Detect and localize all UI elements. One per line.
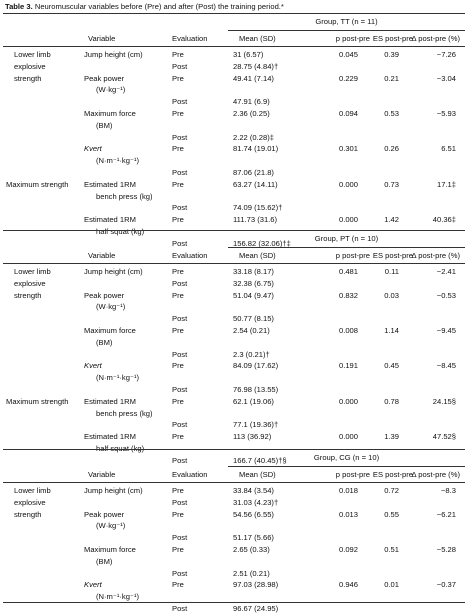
- row-delta: −7.26: [436, 50, 456, 59]
- row-evaluation: Pre: [172, 109, 184, 118]
- row-evaluation: Post: [172, 238, 188, 248]
- column-header-mean-sd: Mean (SD): [239, 470, 276, 479]
- row-variable-italic: Kvert: [84, 144, 102, 154]
- row-effect-size: 0.53: [384, 109, 399, 118]
- row-variable: (W·kg⁻¹): [96, 85, 126, 95]
- row-mean-sd: 2.54 (0.21): [233, 326, 270, 335]
- row-effect-size: 0.72: [384, 486, 399, 495]
- row-effect-size: 0.03: [384, 290, 399, 300]
- row-mean-sd: 87.06 (21.8): [233, 168, 274, 177]
- row-evaluation: Post: [172, 278, 188, 288]
- row-effect-size: 0.78: [384, 396, 399, 406]
- row-mean-sd: 76.98 (13.55): [233, 385, 279, 394]
- column-header-evaluation: Evaluation: [172, 251, 208, 260]
- row-p-value: 0.045: [338, 50, 358, 59]
- row-p-value: 0.000: [338, 396, 358, 406]
- row-effect-size: 0.11: [384, 267, 399, 276]
- row-evaluation: Post: [172, 385, 188, 394]
- row-p-value: 0.000: [338, 215, 358, 225]
- row-category: strength: [14, 509, 42, 519]
- column-header-delta: Δ post-pre (%): [411, 470, 460, 479]
- row-variable: bench press (kg): [96, 408, 153, 418]
- row-evaluation: Post: [172, 349, 188, 359]
- row-mean-sd: 51.17 (5.66): [233, 533, 274, 543]
- row-variable: Estimated 1RM: [84, 432, 136, 442]
- row-category: Maximum strength: [6, 396, 69, 406]
- row-mean-sd: 84.09 (17.62): [233, 361, 279, 371]
- row-variable: (W·kg⁻¹): [96, 302, 126, 312]
- column-header-es: ES post-pre: [372, 470, 413, 479]
- column-header-evaluation: Evaluation: [172, 34, 208, 43]
- row-p-value: 0.301: [338, 144, 358, 154]
- table-title-text: Neuromuscular variables before (Pre) and after (Post) the training period.*: [32, 2, 284, 11]
- row-mean-sd: 156.82 (32.06)†‡: [233, 238, 291, 248]
- row-delta: −5.28: [436, 545, 456, 554]
- row-p-value: 0.018: [338, 486, 358, 495]
- row-variable: Maximum force: [84, 545, 136, 554]
- row-mean-sd: 63.27 (14.11): [233, 179, 278, 189]
- row-mean-sd: 31 (6.57): [233, 50, 264, 59]
- row-variable: bench press (kg): [96, 191, 153, 201]
- row-variable: [84, 361, 102, 370]
- row-evaluation: Pre: [172, 432, 184, 442]
- row-mean-sd: 50.77 (8.15): [233, 314, 274, 324]
- row-effect-size: 1.42: [384, 215, 399, 225]
- row-effect-size: 0.26: [384, 144, 399, 154]
- row-variable: (N·m⁻¹·kg⁻¹): [96, 592, 140, 602]
- row-evaluation: Post: [172, 168, 188, 177]
- row-p-value: 0.832: [338, 290, 358, 300]
- row-category: Lower limb: [14, 50, 51, 59]
- row-mean-sd: 62.1 (19.06): [233, 396, 274, 406]
- column-header-rule: [3, 482, 465, 483]
- row-mean-sd: 2.65 (0.33): [233, 545, 270, 554]
- row-delta: −9.45: [436, 326, 456, 335]
- column-header-p: p post-pre: [335, 470, 370, 479]
- row-p-value: 0.094: [338, 109, 358, 118]
- row-effect-size: 0.51: [384, 545, 399, 554]
- row-mean-sd: 33.18 (8.17): [233, 267, 274, 276]
- group-header: Group, TT (n = 11): [315, 17, 378, 26]
- row-delta: 24.15§: [432, 396, 456, 406]
- row-variable-italic: Kvert: [84, 580, 102, 590]
- row-evaluation: Pre: [172, 215, 184, 225]
- row-effect-size: 1.14: [384, 326, 399, 335]
- row-evaluation: Pre: [172, 361, 184, 371]
- row-mean-sd: 33.84 (3.54): [233, 486, 274, 495]
- row-effect-size: 0.21: [384, 73, 399, 83]
- row-variable: Jump height (cm): [84, 486, 143, 495]
- row-effect-size: 1.39: [384, 432, 399, 442]
- row-mean-sd: 28.75 (4.84)†: [233, 61, 279, 71]
- row-evaluation: Post: [172, 132, 188, 142]
- column-header-evaluation: Evaluation: [172, 470, 208, 479]
- row-variable: Peak power: [84, 509, 125, 519]
- row-variable-italic: Kvert: [84, 361, 102, 371]
- row-category: Maximum strength: [6, 179, 69, 189]
- table-title-label: Table 3.: [5, 2, 33, 11]
- row-variable: Peak power: [84, 73, 125, 83]
- row-variable: half squat (kg): [96, 444, 145, 453]
- row-delta: 6.51: [441, 144, 456, 154]
- row-evaluation: Pre: [172, 50, 184, 59]
- row-category: strength: [14, 290, 42, 300]
- row-evaluation: Post: [172, 497, 188, 507]
- row-evaluation: Pre: [172, 267, 184, 276]
- row-variable: Estimated 1RM: [84, 396, 136, 406]
- row-evaluation: Pre: [172, 396, 184, 406]
- group-header-rule: [228, 247, 465, 248]
- row-mean-sd: 2.3 (0.21)†: [233, 349, 270, 359]
- row-evaluation: Post: [172, 568, 188, 578]
- row-delta: −0.53: [436, 290, 456, 300]
- row-mean-sd: 166.7 (40.45)†§: [233, 455, 287, 465]
- row-p-value: 0.229: [338, 73, 358, 83]
- row-variable: (N·m⁻¹·kg⁻¹): [96, 373, 140, 383]
- row-evaluation: Post: [172, 455, 188, 465]
- row-category: Lower limb: [14, 486, 51, 495]
- group-header: Group, CG (n = 10): [313, 453, 380, 462]
- row-mean-sd: 51.04 (9.47): [233, 290, 274, 300]
- section-top-rule: [3, 13, 465, 14]
- table-bottom-rule: [3, 602, 465, 603]
- row-delta: 17.1‡: [436, 179, 456, 189]
- column-header-p: p post-pre: [335, 34, 370, 43]
- row-variable: (BM): [96, 556, 113, 566]
- row-evaluation: Pre: [172, 326, 184, 335]
- row-variable: (BM): [96, 120, 113, 130]
- row-delta: −5.93: [436, 109, 456, 118]
- section-top-rule: [3, 449, 465, 450]
- section-top-rule: [3, 230, 465, 231]
- row-evaluation: Pre: [172, 290, 184, 300]
- row-variable: Maximum force: [84, 326, 136, 335]
- row-evaluation: Post: [172, 61, 188, 71]
- column-header-variable: Variable: [88, 34, 116, 43]
- row-p-value: 0.008: [338, 326, 358, 335]
- column-header-rule: [3, 263, 465, 264]
- row-mean-sd: 2.36 (0.25): [233, 109, 270, 118]
- row-evaluation: Pre: [172, 73, 184, 83]
- row-effect-size: 0.39: [384, 50, 399, 59]
- row-category: explosive: [14, 497, 46, 507]
- row-delta: −6.21: [436, 509, 456, 519]
- row-mean-sd: 111.73 (31.6): [233, 215, 278, 225]
- row-category: strength: [14, 73, 42, 83]
- row-mean-sd: 32.38 (6.75): [233, 278, 274, 288]
- row-p-value: 0.481: [338, 267, 358, 276]
- row-p-value: 0.000: [338, 432, 358, 442]
- row-variable: Estimated 1RM: [84, 179, 136, 189]
- column-header-mean-sd: Mean (SD): [239, 34, 276, 43]
- row-category: explosive: [14, 61, 46, 71]
- row-delta: −2.41: [436, 267, 456, 276]
- row-effect-size: 0.01: [384, 580, 399, 590]
- column-header-es: ES post-pre: [372, 251, 413, 260]
- column-header-rule: [3, 46, 465, 47]
- column-header-mean-sd: Mean (SD): [239, 251, 276, 260]
- row-p-value: 0.191: [338, 361, 358, 371]
- row-delta: −3.04: [436, 73, 456, 83]
- row-evaluation: Pre: [172, 509, 184, 519]
- row-evaluation: Pre: [172, 486, 184, 495]
- row-mean-sd: 2.51 (0.21): [233, 568, 270, 578]
- row-variable: (N·m⁻¹·kg⁻¹): [96, 156, 140, 166]
- column-header-p: p post-pre: [335, 251, 370, 260]
- row-mean-sd: 31.03 (4.23)†: [233, 497, 279, 507]
- column-header-variable: Variable: [88, 251, 116, 260]
- row-mean-sd: 77.1 (19.36)†: [233, 420, 279, 430]
- row-delta: 47.52§: [432, 432, 456, 442]
- row-delta: 40.36‡: [432, 215, 456, 225]
- row-evaluation: Pre: [172, 179, 184, 189]
- row-mean-sd: 81.74 (19.01): [233, 144, 279, 154]
- row-effect-size: 0.73: [384, 179, 399, 189]
- row-variable: Peak power: [84, 290, 125, 300]
- row-effect-size: 0.55: [384, 509, 399, 519]
- row-mean-sd: 49.41 (7.14): [233, 73, 274, 83]
- table-title: [5, 2, 284, 11]
- row-p-value: 0.092: [338, 545, 358, 554]
- row-category: explosive: [14, 278, 46, 288]
- column-header-delta: Δ post-pre (%): [411, 34, 460, 43]
- row-delta: −8.45: [436, 361, 456, 371]
- row-mean-sd: 47.91 (6.9): [233, 97, 270, 107]
- row-variable: [84, 144, 102, 153]
- row-evaluation: Post: [172, 604, 188, 613]
- row-evaluation: Pre: [172, 545, 184, 554]
- row-mean-sd: 113 (36.92): [233, 432, 272, 442]
- row-evaluation: Post: [172, 97, 188, 107]
- row-variable: Maximum force: [84, 109, 136, 118]
- row-p-value: 0.946: [338, 580, 358, 590]
- row-evaluation: Pre: [172, 144, 184, 154]
- row-evaluation: Post: [172, 203, 188, 213]
- row-variable: (BM): [96, 337, 113, 347]
- row-mean-sd: 74.09 (15.62)†: [233, 203, 283, 213]
- row-mean-sd: 97.03 (28.98): [233, 580, 279, 590]
- group-header-rule: [228, 30, 465, 31]
- row-p-value: 0.013: [338, 509, 358, 519]
- row-delta: −0.37: [436, 580, 456, 590]
- row-category: Lower limb: [14, 267, 51, 276]
- column-header-es: ES post-pre: [372, 34, 413, 43]
- row-p-value: 0.000: [338, 179, 358, 189]
- row-mean-sd: 2.22 (0.28)‡: [233, 132, 274, 142]
- row-variable: Jump height (cm): [84, 267, 143, 276]
- row-evaluation: Pre: [172, 580, 184, 590]
- row-mean-sd: 96.67 (24.95): [233, 604, 279, 613]
- column-header-variable: Variable: [88, 470, 116, 479]
- row-variable: (W·kg⁻¹): [96, 521, 126, 531]
- column-header-delta: Δ post-pre (%): [411, 251, 460, 260]
- row-mean-sd: 54.56 (6.55): [233, 509, 274, 519]
- row-evaluation: Post: [172, 420, 188, 430]
- row-variable: Estimated 1RM: [84, 215, 136, 225]
- group-header: Group, PT (n = 10): [314, 234, 379, 243]
- group-header-rule: [228, 466, 465, 467]
- row-evaluation: Post: [172, 314, 188, 324]
- row-variable: Jump height (cm): [84, 50, 143, 59]
- row-effect-size: 0.45: [384, 361, 399, 371]
- row-evaluation: Post: [172, 533, 188, 543]
- row-variable: [84, 580, 102, 589]
- row-delta: −8.3: [441, 486, 456, 495]
- row-variable: half squat (kg): [96, 227, 145, 236]
